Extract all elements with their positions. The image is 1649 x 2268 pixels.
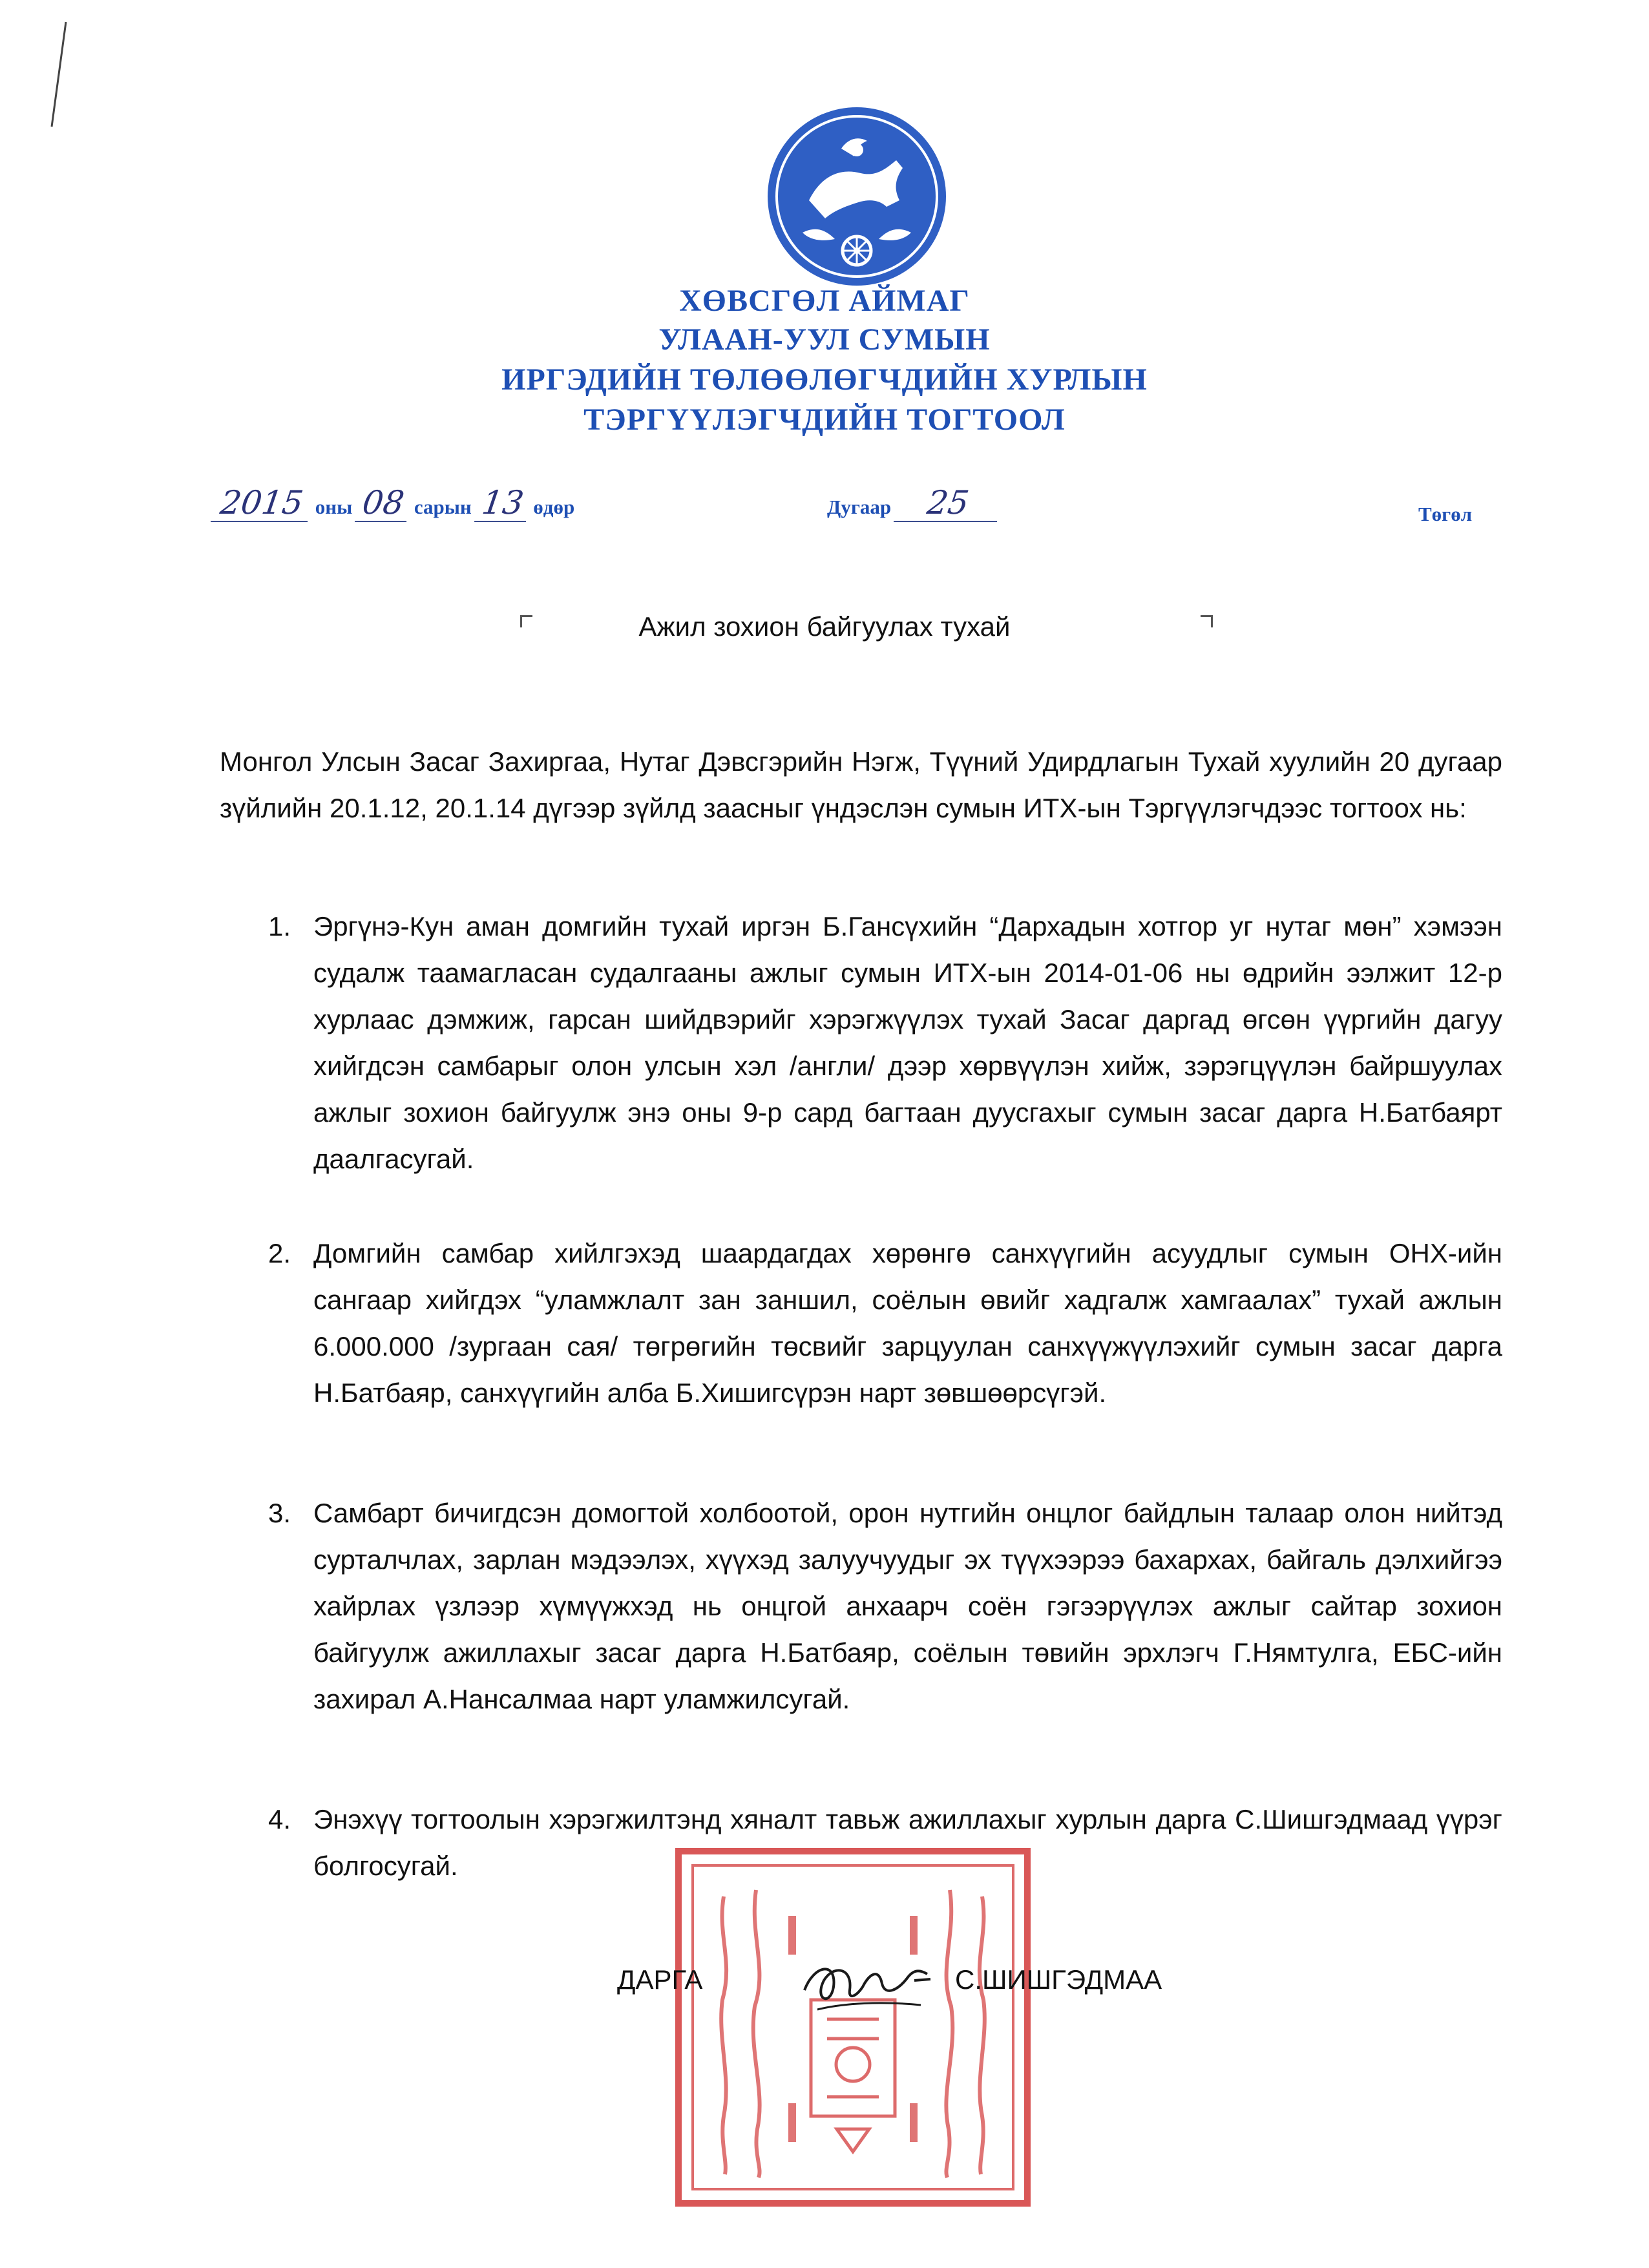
header-council: ИРГЭДИЙН ТӨЛӨӨЛӨГЧДИЙН ХУРЛЫН: [501, 362, 1148, 397]
header-aimag: ХӨВСГӨЛ АЙМАГ: [679, 284, 970, 318]
preamble: Монгол Улсын Засаг Захиргаа, Нутаг Дэвсгэрийн Нэгж, Түүний Удирдлагын Тухай хуулийн 20 дугаар зүйлийн 20.1.12, 20.1.14 дүгээр зүйлд заасныг үндэслэн сумын ИТХ-ын Тэргүүлэгчдээс тогтоох нь:: [220, 746, 1502, 823]
decree-number-label: Дугаар: [827, 496, 892, 518]
signatory-name: С.ШИШГЭДМАА: [955, 1964, 1162, 1995]
official-stamp-icon: [672, 1845, 1034, 2210]
pen-mark-icon: [45, 19, 71, 129]
list-item-text: Домгийн самбар хийлгэхэд шаардагдах хөрөнгө санхүүгийн асуудлыг сумын ОНХ-ийн сангаар хийгдэх “уламжлалт зан заншил, соёлын өвийг хадгалж хамгаалах” тухай ажлын 6.000.000 /зургаан сая/ төгрөгийн төсвийг зарцуулан санхүүжүүлэхийг сумын засаг дарга Н.Батбаяр, санхүүгийн алба Б.Хишигсүрэн нарт зөвшөөрсүгэй.: [313, 1238, 1502, 1408]
signatory-title: ДАРГА: [617, 1964, 703, 1995]
list-item-number: 4.: [268, 1804, 291, 1834]
header-sum: УЛААН-УУЛ СУМЫН: [658, 322, 991, 357]
list-item-number: 1.: [268, 911, 291, 941]
list-item-text: Самбарт бичигдсэн домогтой холбоотой, орон нутгийн онцлог байдлын талаар олон нийтэд сурталчлах, зарлан мэдээлэх, хүүхэд залуучуудыг эх түүхээрээ бахархах, байгаль дэлхийгээ хайрлах үзлээр хүмүүжхэд нь онцгой анхаарч соён гэгээрүүлэх ажлыг сайтар зохион байгуулж ажиллахыг засаг дарга Н.Батбаяр, соёлын төвийн эрхлэгч Г.Нямтулга, ЕБС-ийн захирал А.Нансалмаа нарт уламжилсугай.: [313, 1498, 1502, 1714]
decree-number: 25: [894, 485, 1002, 522]
date-line: [213, 485, 574, 530]
handwritten-signature-icon: [792, 1929, 934, 2026]
decree-number-line: [827, 485, 1000, 530]
date-day: 13: [474, 485, 530, 522]
date-month: 08: [355, 485, 412, 522]
document-title: Ажил зохион байгуулах тухай: [638, 611, 1011, 642]
state-emblem-icon: [764, 103, 950, 289]
list-item-number: 2.: [268, 1238, 291, 1268]
list-item-text: Эргүнэ-Кун аман домгийн тухай иргэн Б.Гансүхийн “Дархадын хотгор уг нутаг мөн” хэмээн судалж таамагласан судалгааны ажлыг сумын ИТХ-ын 2014-01-06 ны өдрийн ээлжит 12-р хурлаас дэмжиж, гарсан шийдвэрийг хэрэгжүүлэх тухай Засаг даргад өгсөн үүргийн дагуу хийгдсэн самбарыг олон улсын хэл /англи/ дээр хөрвүүлэн хийж, зэрэгцүүлэн байршуулах ажлыг зохион байгуулж энэ оны 9-р сард багтаан дуусгахыг сумын засаг дарга Н.Батбаярт даалгасугай.: [313, 911, 1502, 1174]
header-decree-type: ТЭРГҮҮЛЭГЧДИЙН ТОГТООЛ: [583, 403, 1066, 437]
list-item-number: 3.: [268, 1498, 291, 1528]
date-month-label: сарын: [414, 496, 472, 518]
date-year-label: оны: [315, 496, 353, 518]
date-year: 2015: [211, 485, 313, 522]
date-day-label: өдөр: [533, 496, 575, 518]
list-item-text: Энэхүү тогтоолын хэрэгжилтэнд хяналт тавьж ажиллахыг хурлын дарга С.Шишгэдмаад үүрэг болгосугай.: [313, 1804, 1502, 1881]
place-name: Төгөл: [1418, 503, 1473, 525]
